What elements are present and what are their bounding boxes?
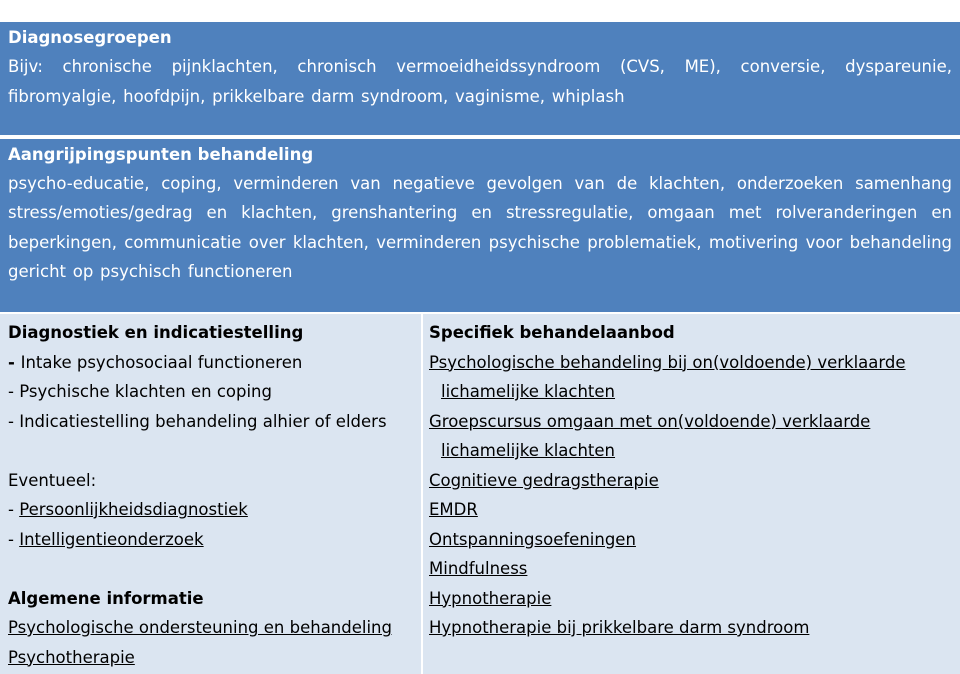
intelligentieonderzoek-link[interactable]: Intelligentieonderzoek (19, 529, 204, 549)
hypnotherapie-pds-link[interactable]: Hypnotherapie bij prikkelbare darm syndroom (429, 618, 810, 637)
spacer (8, 554, 416, 584)
item-dash: - (8, 529, 20, 549)
item-text: Psychische klachten en coping (19, 382, 272, 401)
psychologische-behandeling-link[interactable]: Psychologische behandeling bij on(voldoende) verklaarde (429, 352, 906, 372)
diagnostiek-column (8, 318, 416, 672)
diagnosegroepen-title: Diagnosegroepen (8, 28, 172, 47)
ontspanningsoefeningen-link[interactable]: Ontspanningsoefeningen (429, 529, 636, 549)
groepscursus-link-cont[interactable]: lichamelijke klachten (441, 441, 616, 460)
psychologische-behandeling-link-cont[interactable]: lichamelijke klachten (441, 382, 616, 401)
behandelaanbod-title: Specifiek behandelaanbod (429, 323, 675, 342)
diagnosegroepen-section (0, 22, 960, 135)
diagnostiek-title: Diagnostiek en indicatiestelling (8, 323, 304, 342)
column-divider (421, 314, 423, 674)
item-dash: - (8, 411, 20, 431)
eventueel-item (8, 525, 416, 555)
item-dash: - (8, 500, 20, 519)
cognitieve-gedragstherapie-link[interactable]: Cognitieve gedragstherapie (429, 470, 659, 490)
spacer (8, 436, 416, 466)
item-text: Intake psychosociaal functioneren (20, 352, 303, 372)
hypnotherapie-link[interactable]: Hypnotherapie (429, 588, 552, 608)
item-dash: - (8, 352, 21, 372)
diagnostiek-item (8, 348, 416, 378)
diagnosegroepen-text: Bijv: chronische pijnklachten, chronisch vermoeidheidssyndroom (CVS, ME), conversie, dyspareunie, fibromyalgie, hoofdpijn, prikkelbare darm syndroom, vaginisme, whiplash (8, 57, 952, 106)
details-grid (0, 314, 960, 674)
behandelaanbod-column (429, 318, 949, 643)
groepscursus-link[interactable]: Groepscursus omgaan met on(voldoende) verklaarde (429, 411, 871, 431)
psychologische-ondersteuning-link[interactable]: Psychologische ondersteuning en behandeling (8, 618, 392, 637)
aangrijpingspunten-text: psycho-educatie, coping, verminderen van negatieve gevolgen van de klachten, onderzoeken samenhang stress/emoties/gedrag en klachten, grenshantering en stressregulatie, omgaan met rolveranderingen en beperkingen, communicatie over klachten, verminderen psychische problematiek, motivering voor behandeling gericht op psychisch functioneren (8, 174, 952, 282)
mindfulness-link[interactable]: Mindfulness (429, 559, 528, 578)
psychotherapie-link[interactable]: Psychotherapie (8, 647, 135, 667)
aangrijpingspunten-section (0, 139, 960, 312)
diagnostiek-item (8, 407, 416, 437)
item-dash: - (8, 382, 20, 401)
eventueel-label: Eventueel: (8, 470, 97, 490)
eventueel-item (8, 495, 416, 525)
item-text: Indicatiestelling behandeling alhier of elders (19, 411, 387, 431)
emdr-link[interactable]: EMDR (429, 500, 478, 519)
diagnostiek-item (8, 377, 416, 407)
algemene-informatie-title: Algemene informatie (8, 588, 204, 608)
aangrijpingspunten-title: Aangrijpingspunten behandeling (8, 145, 314, 164)
persoonlijkheidsdiagnostiek-link[interactable]: Persoonlijkheidsdiagnostiek (19, 500, 248, 519)
